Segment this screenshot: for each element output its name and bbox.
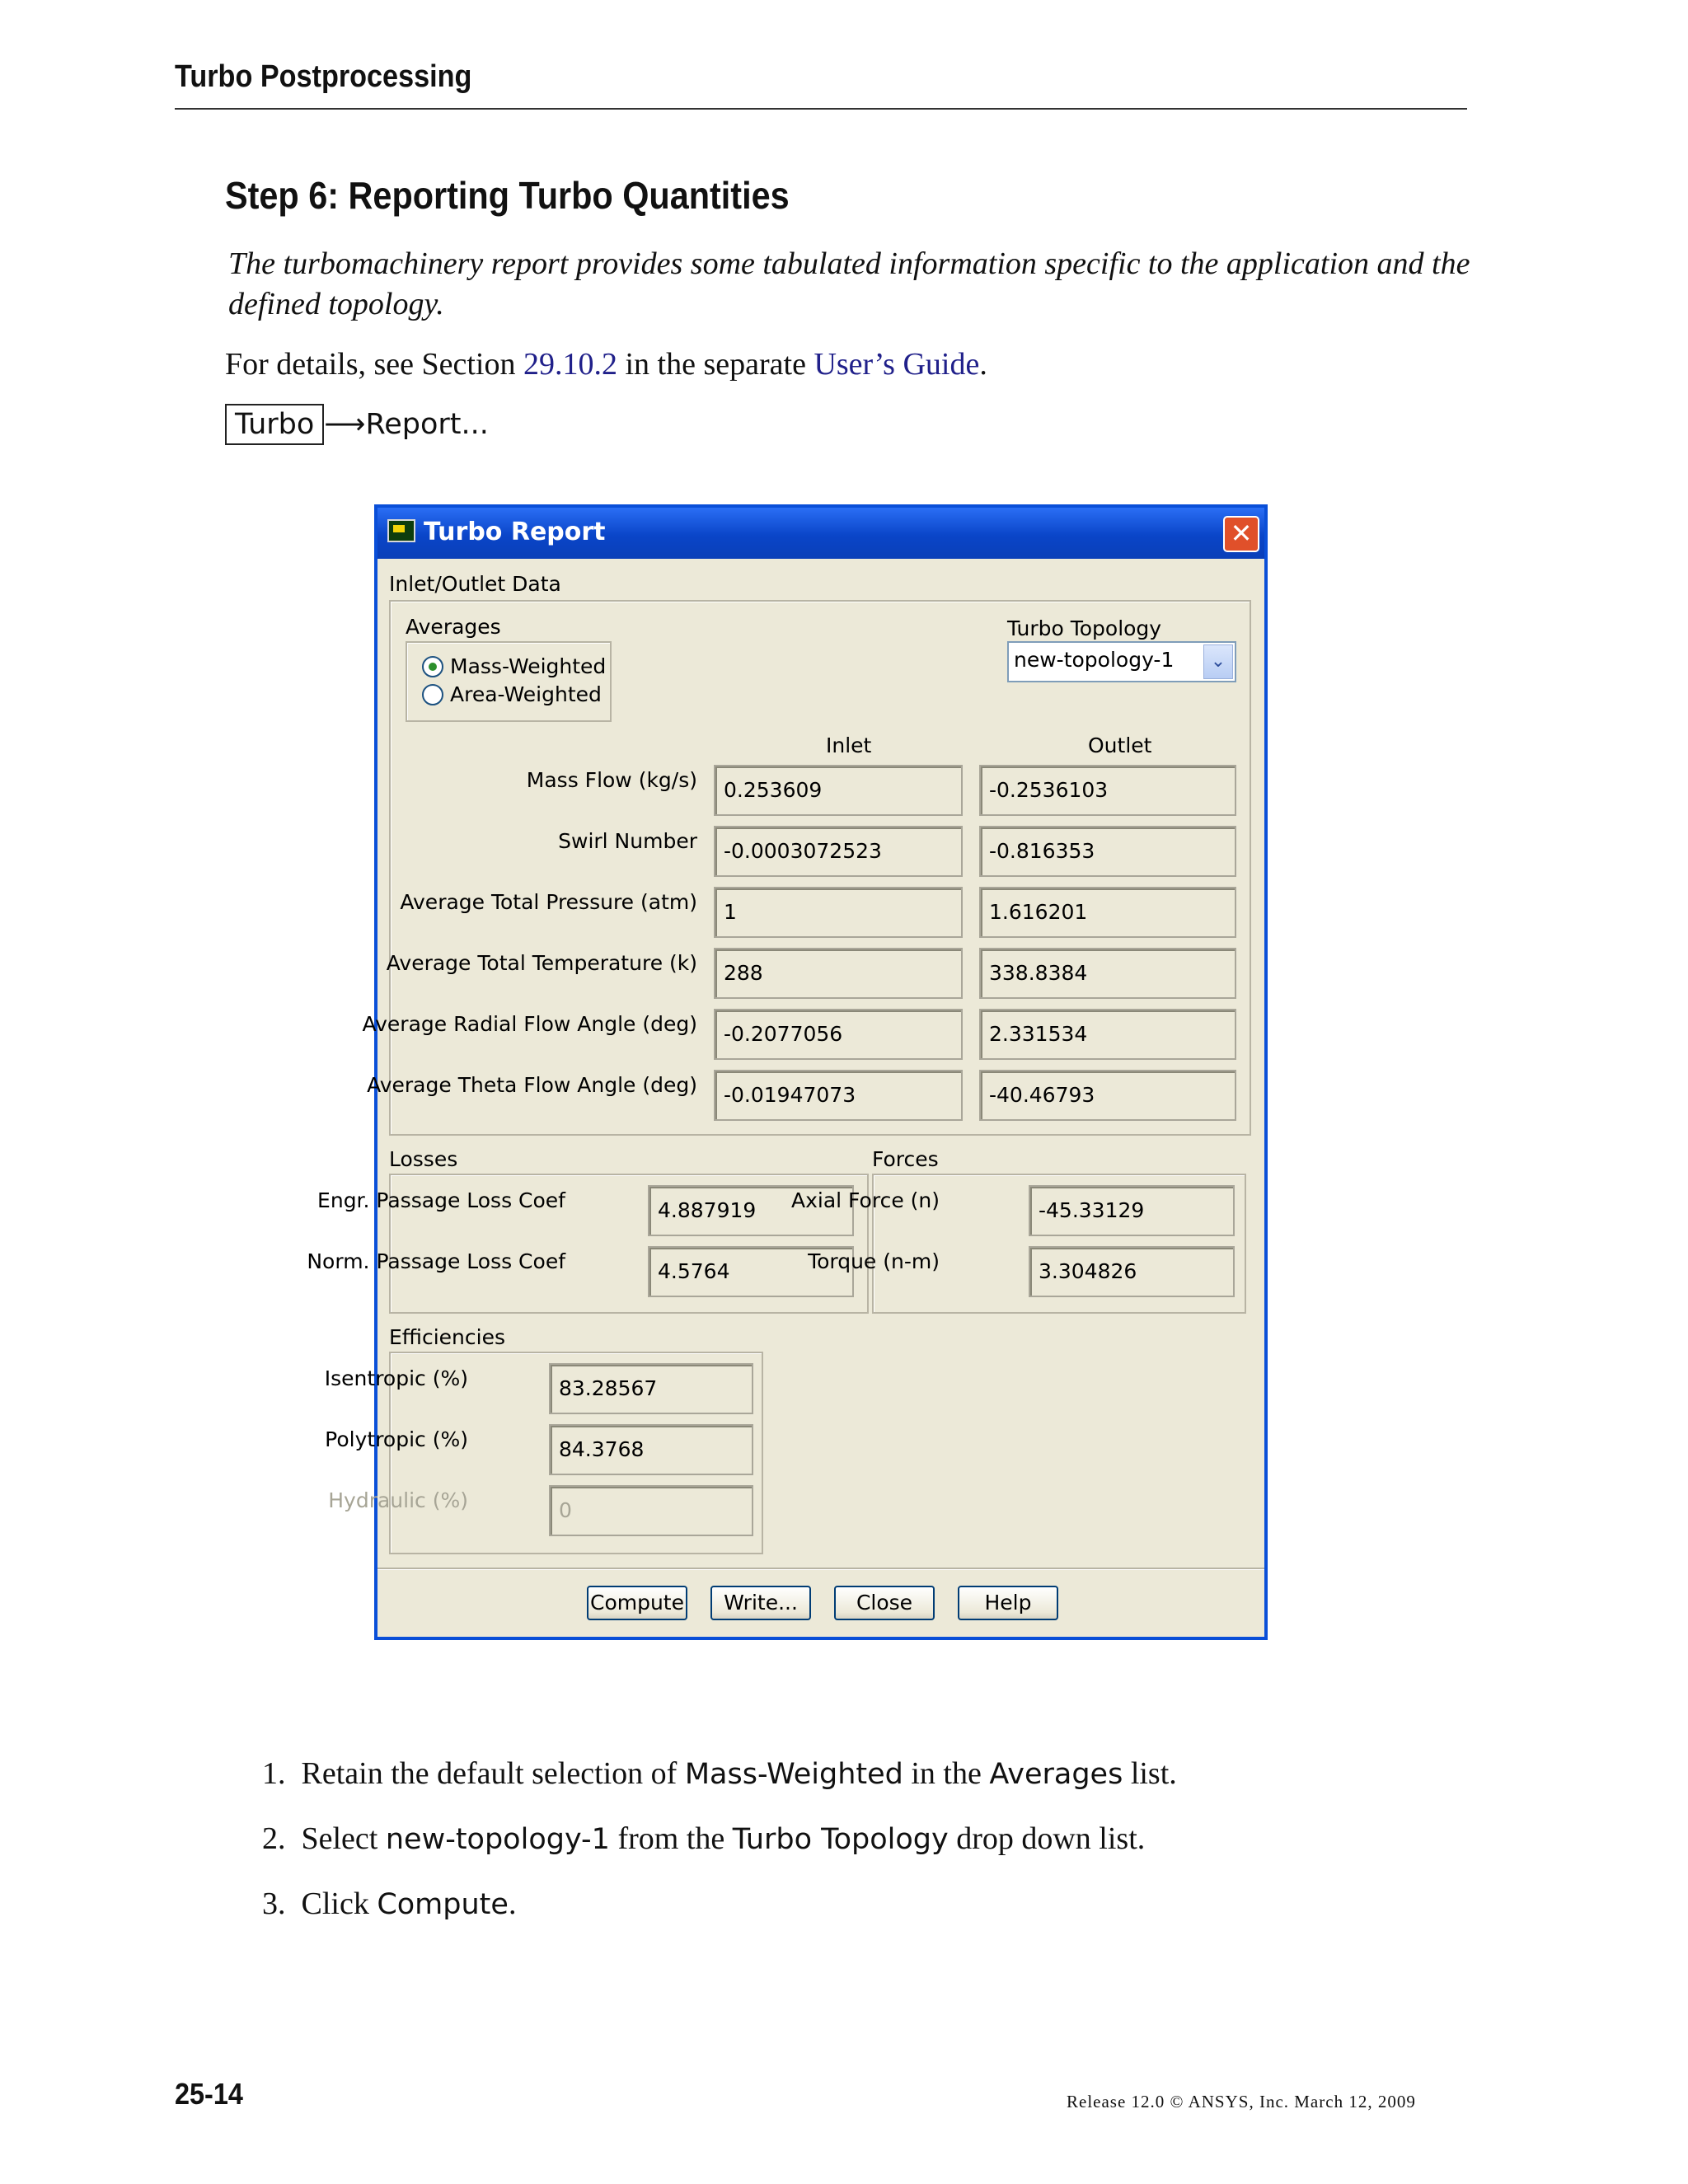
step-text: list. — [1123, 1756, 1177, 1791]
app-icon — [387, 519, 415, 542]
torque-field[interactable]: 3.304826 — [1029, 1246, 1235, 1297]
isentropic-field[interactable]: 83.28567 — [549, 1363, 753, 1414]
details-prefix: For details, see Section — [225, 347, 523, 382]
total-pressure-outlet-field[interactable]: 1.616201 — [979, 887, 1236, 938]
swirl-number-inlet-field[interactable]: -0.0003072523 — [714, 826, 963, 877]
menu-path — [225, 404, 489, 445]
menu-arrow: ⟶ — [324, 408, 366, 441]
axial-force-label: Axial Force (n) — [791, 1188, 940, 1212]
radio-mass-weighted[interactable] — [422, 656, 443, 677]
release-note: Release 12.0 © ANSYS, Inc. March 12, 2009 — [1067, 2092, 1416, 2111]
step-text: . — [508, 1886, 517, 1921]
area-weighted-label[interactable]: Area-Weighted — [450, 682, 602, 706]
step-number: 1. — [262, 1756, 286, 1791]
step-text: Select — [301, 1821, 386, 1856]
button-separator — [377, 1568, 1264, 1569]
section-link[interactable]: 29.10.2 — [523, 347, 617, 382]
hydraulic-field: 0 — [549, 1485, 753, 1536]
hydraulic-label: Hydraulic (%) — [328, 1488, 468, 1512]
swirl-number-outlet-field[interactable]: -0.816353 — [979, 826, 1236, 877]
mass-flow-inlet-field[interactable]: 0.253609 — [714, 765, 963, 816]
theta-flow-angle-outlet-field[interactable]: -40.46793 — [979, 1070, 1236, 1121]
step-3 — [262, 1886, 516, 1922]
row-label-mass-flow: Mass Flow (kg/s) — [526, 768, 697, 792]
step-text: in the — [903, 1756, 990, 1791]
mass-flow-outlet-field[interactable]: -0.2536103 — [979, 765, 1236, 816]
engr-loss-field[interactable]: 4.887919 — [648, 1185, 854, 1236]
mass-weighted-label[interactable]: Mass-Weighted — [450, 654, 607, 678]
help-button[interactable]: Help — [958, 1586, 1058, 1620]
polytropic-label: Polytropic (%) — [325, 1427, 468, 1451]
users-guide-link[interactable]: User’s Guide — [814, 347, 980, 382]
intro-paragraph: The turbomachinery report provides some tabulated information specific to the application and the defined topology. — [228, 246, 1470, 321]
torque-label: Torque (n-m) — [808, 1249, 940, 1273]
total-temperature-inlet-field[interactable]: 288 — [714, 948, 963, 999]
row-label-total-temperature: Average Total Temperature (k) — [386, 951, 697, 975]
norm-loss-field[interactable]: 4.5764 — [648, 1246, 854, 1297]
radial-flow-angle-inlet-field[interactable]: -0.2077056 — [714, 1009, 963, 1060]
running-header: Turbo Postprocessing — [175, 59, 472, 94]
theta-flow-angle-inlet-field[interactable]: -0.01947073 — [714, 1070, 963, 1121]
step-term: Averages — [989, 1758, 1123, 1791]
step-term: Mass-Weighted — [684, 1758, 903, 1791]
menu-turbo: Turbo — [225, 404, 324, 445]
total-temperature-outlet-field[interactable]: 338.8384 — [979, 948, 1236, 999]
outlet-header: Outlet — [1088, 733, 1152, 757]
step-2 — [262, 1821, 1145, 1857]
radio-area-weighted[interactable] — [422, 684, 443, 705]
efficiencies-label: Efficiencies — [389, 1325, 505, 1349]
axial-force-field[interactable]: -45.33129 — [1029, 1185, 1235, 1236]
polytropic-field[interactable]: 84.3768 — [549, 1424, 753, 1475]
close-icon[interactable]: ✕ — [1223, 516, 1259, 552]
close-button[interactable]: Close — [834, 1586, 935, 1620]
write-button[interactable]: Write... — [710, 1586, 811, 1620]
step-term: Turbo Topology — [732, 1823, 949, 1856]
losses-label: Losses — [389, 1147, 458, 1171]
norm-loss-label: Norm. Passage Loss Coef — [307, 1249, 565, 1273]
chevron-down-icon[interactable]: ⌄ — [1203, 644, 1233, 679]
forces-label: Forces — [872, 1147, 939, 1171]
averages-group — [406, 641, 612, 722]
details-suffix: . — [979, 347, 987, 382]
step-term: Compute — [377, 1888, 509, 1921]
header-rule — [175, 108, 1467, 110]
inlet-outlet-label: Inlet/Outlet Data — [389, 572, 561, 596]
step-text: drop down list. — [948, 1821, 1146, 1856]
radial-flow-angle-outlet-field[interactable]: 2.331534 — [979, 1009, 1236, 1060]
row-label-radial-flow-angle: Average Radial Flow Angle (deg) — [362, 1012, 697, 1036]
menu-report: Report... — [365, 408, 489, 441]
inlet-header: Inlet — [826, 733, 872, 757]
turbo-report-dialog — [307, 504, 1268, 1640]
isentropic-label: Isentropic (%) — [324, 1366, 468, 1390]
engr-loss-label: Engr. Passage Loss Coef — [317, 1188, 565, 1212]
details-paragraph — [225, 346, 987, 382]
topology-value: new-topology-1 — [1014, 648, 1175, 672]
turbo-topology-label: Turbo Topology — [1007, 616, 1162, 640]
dialog-title: Turbo Report — [424, 518, 606, 546]
step-text: from the — [609, 1821, 733, 1856]
row-label-swirl-number: Swirl Number — [558, 829, 697, 853]
page-number: 25-14 — [175, 2077, 243, 2111]
dialog-titlebar[interactable] — [377, 508, 1264, 559]
row-label-theta-flow-angle: Average Theta Flow Angle (deg) — [367, 1073, 697, 1097]
turbo-topology-select[interactable] — [1007, 641, 1236, 682]
section-heading: Step 6: Reporting Turbo Quantities — [225, 174, 790, 217]
compute-button[interactable]: Compute — [587, 1586, 687, 1620]
row-label-total-pressure: Average Total Pressure (atm) — [400, 890, 697, 914]
details-middle: in the separate — [617, 347, 814, 382]
step-number: 2. — [262, 1821, 286, 1856]
step-term: new-topology-1 — [385, 1823, 610, 1856]
step-1 — [262, 1755, 1177, 1792]
step-text: Click — [301, 1886, 377, 1921]
averages-label: Averages — [406, 615, 501, 639]
step-text: Retain the default selection of — [301, 1756, 685, 1791]
total-pressure-inlet-field[interactable]: 1 — [714, 887, 963, 938]
step-number: 3. — [262, 1886, 286, 1921]
